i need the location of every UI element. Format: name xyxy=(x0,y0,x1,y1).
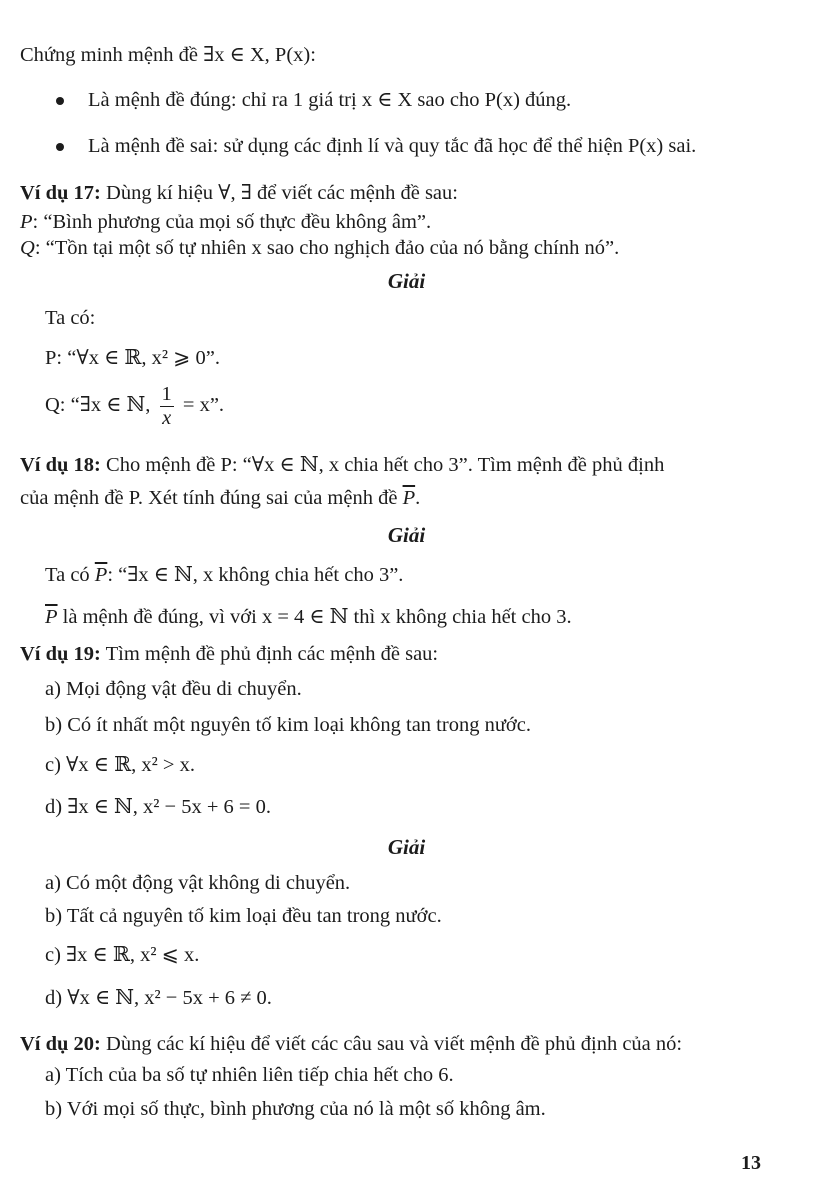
list-item: c) ∀x ∈ ℝ, x² > x. xyxy=(45,754,195,776)
list-item: a) Tích của ba số tự nhiên liên tiếp chia hết cho 6. xyxy=(45,1064,454,1086)
intro-line: Chứng minh mệnh đề ∃x ∈ X, P(x): xyxy=(20,44,316,66)
answer-item: a) Có một động vật không di chuyển. xyxy=(45,872,351,894)
example-20-heading xyxy=(20,1031,682,1057)
example-label: Ví dụ 18: xyxy=(20,454,101,476)
example-18-line2 xyxy=(20,485,420,511)
formula-part: Q: “∃x ∈ ℕ, xyxy=(45,394,151,416)
example-text: . xyxy=(415,487,421,509)
fraction-denominator: x xyxy=(162,406,172,429)
solution-heading: Giải xyxy=(387,269,426,293)
example-19-heading xyxy=(20,641,438,667)
fraction-numerator: 1 xyxy=(161,383,172,406)
list-item: d) ∃x ∈ ℕ, x² − 5x + 6 = 0. xyxy=(45,796,271,818)
example-17-heading xyxy=(20,180,458,206)
solution-line: Ta có: xyxy=(45,307,96,329)
prop-text: : “Tồn tại một số tự nhiên x sao cho nghịch đảo của nó bằng chính nó”. xyxy=(34,237,620,259)
bullet-true-case: Là mệnh đề đúng: chỉ ra 1 giá trị x ∈ X sao cho P(x) đúng. xyxy=(88,89,572,111)
answer-item: c) ∃x ∈ ℝ, x² ⩽ x. xyxy=(45,944,200,966)
negated-p: $\overline{P}$ xyxy=(94,564,108,586)
solution-heading: Giải xyxy=(387,523,426,547)
bullet-icon xyxy=(56,143,64,151)
solution-line-fraction xyxy=(45,383,224,429)
solution-line xyxy=(45,604,572,630)
bullet-icon xyxy=(56,97,64,105)
example-label: Ví dụ 20: xyxy=(20,1033,101,1055)
solution-text: : “∃x ∈ ℕ, x không chia hết cho 3”. xyxy=(107,564,404,586)
proposition-q xyxy=(20,235,619,261)
answer-item: d) ∀x ∈ ℕ, x² − 5x + 6 ≠ 0. xyxy=(45,987,272,1009)
negated-p: $\overline{P}$ xyxy=(45,606,58,628)
negated-p: $\overline{P}$ xyxy=(402,487,416,509)
solution-text: Ta có xyxy=(45,564,95,586)
answer-item: b) Tất cả nguyên tố kim loại đều tan trong nước. xyxy=(45,905,442,927)
solution-line xyxy=(45,562,403,588)
formula-part: = x”. xyxy=(182,394,225,416)
solution-text: là mệnh đề đúng, vì với x = 4 ∈ ℕ thì x không chia hết cho 3. xyxy=(57,606,572,628)
prop-label: P xyxy=(20,211,33,233)
prop-label: Q xyxy=(20,237,35,259)
bullet-false-case: Là mệnh đề sai: sử dụng các định lí và quy tắc đã học để thể hiện P(x) sai. xyxy=(88,135,697,157)
solution-line: P: “∀x ∈ ℝ, x² ⩾ 0”. xyxy=(45,347,220,369)
fraction xyxy=(160,383,174,429)
list-item: b) Có ít nhất một nguyên tố kim loại không tan trong nước. xyxy=(45,714,531,736)
example-text: của mệnh đề P. Xét tính đúng sai của mệnh đề xyxy=(20,487,403,509)
prop-text: : “Bình phương của mọi số thực đều không âm”. xyxy=(32,211,432,233)
example-text: Dùng kí hiệu ∀, ∃ để viết các mệnh đề sau: xyxy=(100,182,458,204)
example-text: Dùng các kí hiệu để viết các câu sau và viết mệnh đề phủ định của nó: xyxy=(100,1033,683,1055)
example-label: Ví dụ 17: xyxy=(20,182,101,204)
solution-heading: Giải xyxy=(387,835,426,859)
proposition-p xyxy=(20,209,431,235)
example-text: Cho mệnh đề P: “∀x ∈ ℕ, x chia hết cho 3”. Tìm mệnh đề phủ định xyxy=(100,454,665,476)
example-label: Ví dụ 19: xyxy=(20,643,101,665)
example-18-heading xyxy=(20,452,664,478)
list-item: b) Với mọi số thực, bình phương của nó là một số không âm. xyxy=(45,1098,546,1120)
example-text: Tìm mệnh đề phủ định các mệnh đề sau: xyxy=(100,643,439,665)
list-item: a) Mọi động vật đều di chuyển. xyxy=(45,678,302,700)
page-number: 13 xyxy=(741,1152,761,1174)
